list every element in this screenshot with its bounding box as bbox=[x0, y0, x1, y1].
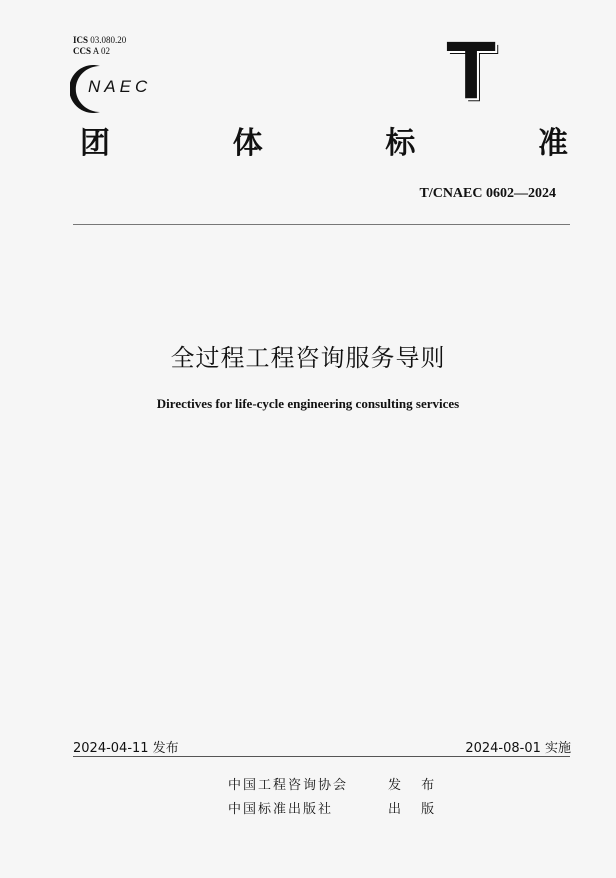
publisher-row bbox=[228, 798, 442, 822]
publishers bbox=[228, 774, 442, 822]
publisher-role: 出 版 bbox=[388, 802, 443, 817]
publisher-name: 中国工程咨询协会 bbox=[228, 778, 349, 793]
top-divider bbox=[73, 224, 570, 225]
standard-category-title bbox=[80, 126, 568, 162]
title-char: 体 bbox=[232, 126, 263, 161]
ccs-code: A 02 bbox=[92, 46, 111, 56]
title-char: 标 bbox=[385, 126, 416, 161]
ccs-line bbox=[73, 46, 126, 57]
bottom-divider bbox=[73, 756, 570, 757]
document-title-en: Directives for life-cycle engineering consulting services bbox=[156, 396, 460, 411]
publisher-name: 中国标准出版社 bbox=[228, 802, 334, 817]
issue-date: 2024-04-11 发布 bbox=[73, 741, 179, 756]
logo-text: NAEC bbox=[88, 77, 152, 96]
publisher-row bbox=[228, 774, 442, 798]
standard-type-letter: T bbox=[446, 25, 497, 116]
ccs-label: CCS bbox=[73, 46, 92, 56]
ics-code: 03.080.20 bbox=[90, 35, 127, 45]
implementation-date: 2024-08-01 实施 bbox=[465, 741, 571, 756]
title-char: 准 bbox=[537, 126, 568, 161]
ics-line bbox=[73, 35, 126, 46]
standard-number: T/CNAEC 0602—2024 bbox=[419, 186, 556, 201]
document-title-cn: 全过程工程咨询服务导则 bbox=[170, 344, 446, 372]
title-char: 团 bbox=[80, 126, 110, 161]
ics-label: ICS bbox=[73, 35, 89, 45]
publisher-role: 发 布 bbox=[388, 778, 443, 793]
classification-codes bbox=[73, 35, 126, 57]
cnaec-logo bbox=[70, 62, 162, 116]
